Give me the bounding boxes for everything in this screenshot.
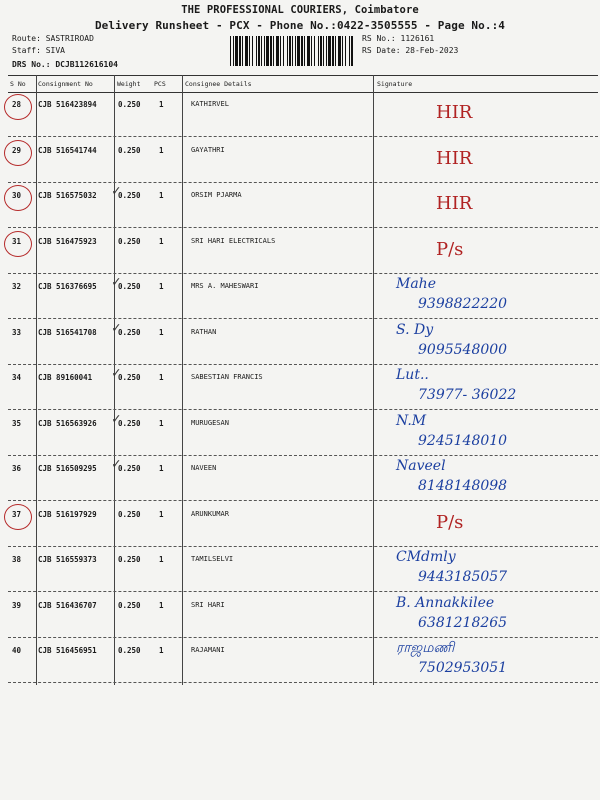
consignment-number: CJB 516197929: [38, 509, 97, 519]
serial-number: 35: [12, 418, 22, 428]
col-signature: Signature: [377, 80, 413, 88]
table-row: [8, 411, 598, 456]
consignee-name: ARUNKUMAR: [191, 509, 229, 518]
tick-mark: ✓: [112, 410, 121, 427]
col-sno: S No: [10, 80, 26, 88]
consignment-number: CJB 516423894: [38, 100, 97, 109]
pieces: 1: [159, 145, 164, 155]
barcode: [230, 36, 354, 66]
handwritten-signature: CMdmly: [396, 549, 456, 565]
weight: 0.250: [118, 464, 141, 473]
pieces: 1: [159, 100, 164, 109]
handwritten-signature: Naveel: [396, 458, 446, 474]
serial-number: 28: [12, 100, 22, 109]
serial-number: 37: [12, 509, 22, 519]
weight: 0.250: [118, 418, 141, 428]
serial-number: 38: [12, 555, 22, 564]
row-divider: [8, 682, 598, 683]
col-consignment: Consignment No: [38, 80, 93, 88]
circle-mark: [4, 231, 32, 257]
pieces: 1: [159, 464, 164, 473]
weight: 0.250: [118, 646, 141, 655]
weight: 0.250: [118, 600, 141, 610]
consignee-name: ORSIM PJARMA: [191, 191, 242, 199]
pieces: 1: [159, 373, 164, 382]
handwritten-phone: 9245148010: [418, 432, 508, 449]
table-row: [8, 138, 598, 183]
table-row: [8, 365, 598, 410]
pieces: 1: [159, 236, 164, 246]
weight: 0.250: [118, 373, 141, 382]
tick-mark: ✓: [112, 456, 121, 472]
handwritten-signature: S. Dy: [396, 321, 434, 338]
circle-mark: [4, 94, 32, 120]
consignee-name: RAJAMANI: [191, 646, 225, 654]
pieces: 1: [159, 191, 164, 200]
circle-mark: [4, 504, 32, 530]
consignment-number: CJB 516475923: [38, 236, 97, 246]
handwritten-signature: P/s: [436, 238, 464, 260]
consignee-name: GAYATHRI: [191, 145, 225, 154]
serial-number: 39: [12, 600, 22, 610]
weight: 0.250: [118, 282, 141, 291]
rs-number: RS No.: 1126161: [362, 34, 435, 43]
handwritten-signature: P/s: [436, 511, 464, 533]
runsheet-subtitle: Delivery Runsheet - PCX - Phone No.:0422-3505555 - Page No.:4: [94, 19, 506, 32]
handwritten-phone: 7502953051: [418, 660, 508, 676]
pieces: 1: [159, 418, 164, 428]
consignee-name: NAVEEN: [191, 464, 217, 472]
tick-mark: ✓: [112, 183, 121, 199]
consignment-number: CJB 516541744: [38, 145, 97, 155]
handwritten-signature: Mahe: [396, 276, 436, 292]
company-title: THE PROFESSIONAL COURIERS, Coimbatore: [181, 4, 419, 16]
handwritten-phone: 9095548000: [418, 341, 508, 358]
tick-mark: ✓: [112, 274, 121, 290]
handwritten-signature: HIR: [436, 102, 473, 123]
consignee-name: SABESTIAN FRANCIS: [191, 373, 263, 381]
handwritten-phone: 9398822220: [418, 296, 508, 312]
serial-number: 31: [12, 236, 22, 246]
drs-number: DRS No.: DCJB112616104: [12, 60, 118, 69]
table-header: [8, 75, 598, 93]
pieces: 1: [159, 646, 164, 655]
consignee-name: MRS A. MAHESWARI: [191, 282, 259, 290]
consignee-name: RATHAN: [191, 327, 217, 336]
handwritten-signature: ராஜமணி: [396, 640, 455, 656]
consignee-name: TAMILSELVI: [191, 555, 234, 563]
table-row: [8, 456, 598, 501]
serial-number: 32: [12, 282, 22, 291]
col-weight: Weight: [117, 80, 141, 88]
serial-number: 30: [12, 191, 22, 200]
consignment-number: CJB 516509295: [38, 464, 97, 473]
serial-number: 29: [12, 145, 22, 155]
staff-field: Staff: SIVA: [12, 46, 65, 55]
pieces: 1: [159, 555, 164, 564]
consignment-number: CJB 89160041: [38, 373, 93, 382]
consignment-number: CJB 516575032: [38, 191, 97, 200]
consignee-name: SRI HARI ELECTRICALS: [191, 236, 276, 245]
table-row: [8, 547, 598, 592]
consignment-number: CJB 516456951: [38, 646, 97, 655]
weight: 0.250: [118, 555, 141, 564]
weight: 0.250: [118, 327, 141, 337]
handwritten-phone: 9443185057: [418, 569, 508, 585]
handwritten-phone: 73977- 36022: [418, 387, 517, 403]
pieces: 1: [159, 509, 164, 519]
table-row: [8, 274, 598, 319]
weight: 0.250: [118, 100, 141, 109]
handwritten-phone: 6381218265: [418, 614, 508, 631]
weight: 0.250: [118, 236, 141, 246]
table-row: [8, 638, 598, 683]
serial-number: 33: [12, 327, 22, 337]
table-row: [8, 593, 598, 638]
handwritten-signature: Lut..: [396, 367, 429, 383]
handwritten-signature: HIR: [436, 193, 473, 214]
pieces: 1: [159, 327, 164, 337]
table-row: [8, 502, 598, 547]
handwritten-signature: B. Annakkilee: [396, 594, 495, 611]
consignee-name: SRI HARI: [191, 600, 225, 609]
table-row: [8, 229, 598, 274]
table-row: [8, 92, 598, 137]
pieces: 1: [159, 282, 164, 291]
col-pcs: PCS: [154, 80, 166, 88]
col-consignee: Consignee Details: [185, 80, 252, 88]
consignment-number: CJB 516436707: [38, 600, 97, 610]
consignment-number: CJB 516541708: [38, 327, 97, 337]
weight: 0.250: [118, 509, 141, 519]
tick-mark: ✓: [112, 319, 121, 336]
serial-number: 40: [12, 646, 22, 655]
weight: 0.250: [118, 145, 141, 155]
handwritten-signature: N.M: [396, 412, 427, 429]
route-field: Route: SASTRIROAD: [12, 34, 94, 43]
pieces: 1: [159, 600, 164, 610]
table-row: [8, 183, 598, 228]
consignee-name: MURUGESAN: [191, 418, 229, 427]
table-row: [8, 320, 598, 365]
consignee-name: KATHIRVEL: [191, 100, 229, 108]
consignment-number: CJB 516559373: [38, 555, 97, 564]
tick-mark: ✓: [112, 365, 121, 381]
handwritten-signature: HIR: [436, 147, 473, 169]
circle-mark: [4, 185, 32, 211]
serial-number: 36: [12, 464, 22, 473]
handwritten-phone: 8148148098: [418, 478, 508, 494]
serial-number: 34: [12, 373, 22, 382]
weight: 0.250: [118, 191, 141, 200]
rs-date: RS Date: 28-Feb-2023: [362, 46, 459, 55]
consignment-number: CJB 516563926: [38, 418, 97, 428]
consignment-number: CJB 516376695: [38, 282, 97, 291]
circle-mark: [4, 140, 32, 166]
